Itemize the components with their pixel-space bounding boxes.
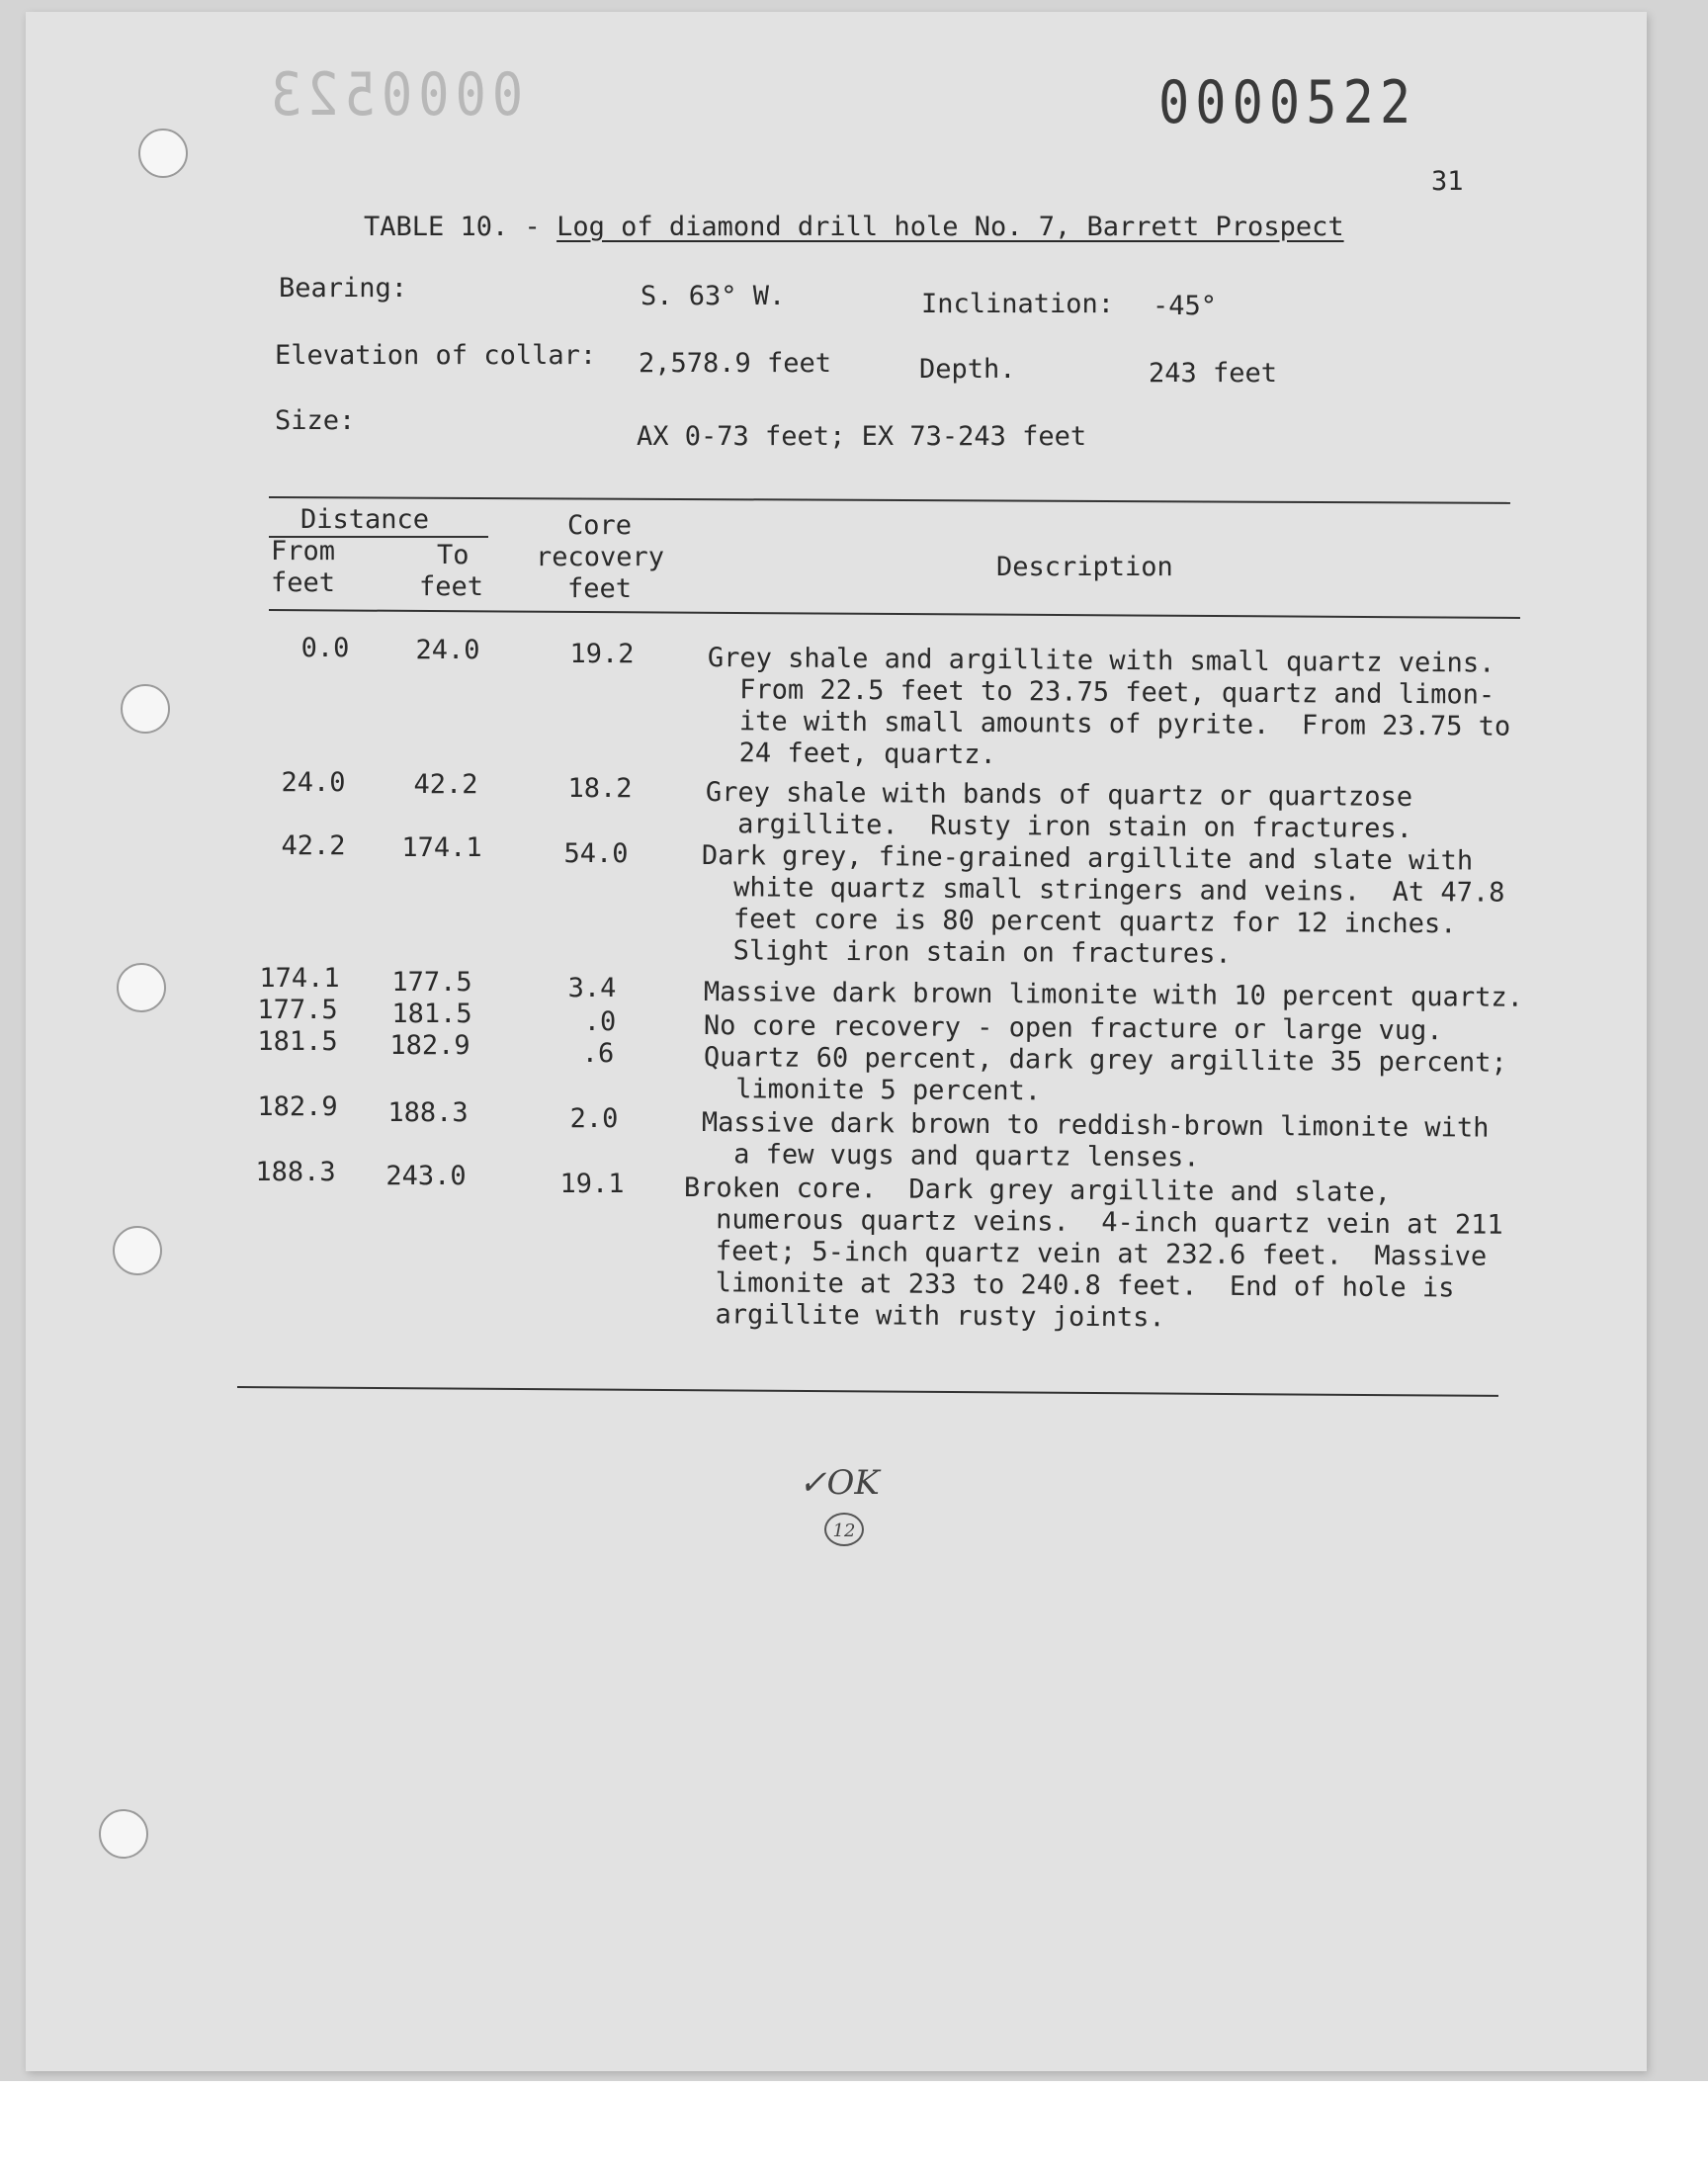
row-core: 3.4 xyxy=(567,973,617,1003)
row-to: 42.2 xyxy=(413,769,478,800)
binder-hole xyxy=(138,129,188,178)
elevation-label: Elevation of collar: xyxy=(275,340,597,371)
column-from: From xyxy=(271,536,336,566)
header-bottom-rule xyxy=(269,609,1520,619)
elevation-value: 2,578.9 feet xyxy=(639,348,832,379)
row-from: 182.9 xyxy=(257,1091,338,1122)
row-description: Massive dark brown to reddish-brown limonite with a few vugs and quartz lenses. xyxy=(701,1107,1490,1174)
row-description: No core recovery - open fracture or large vug. xyxy=(703,1010,1443,1047)
row-from: 188.3 xyxy=(255,1157,336,1187)
column-to: To xyxy=(437,540,470,570)
row-to: 243.0 xyxy=(385,1161,467,1191)
depth-value: 243 feet xyxy=(1149,358,1278,389)
column-core: Core xyxy=(567,510,633,541)
column-from-unit: feet xyxy=(271,567,336,598)
table-title: Log of diamond drill hole No. 7, Barrett Prospect xyxy=(556,212,1344,242)
table-bottom-rule xyxy=(237,1386,1498,1397)
page-number: 31 xyxy=(1431,166,1464,197)
row-core: 54.0 xyxy=(563,838,629,869)
handwritten-check-ok: ✓OK xyxy=(799,1463,880,1503)
bates-stamp: 0000522 xyxy=(1158,69,1417,137)
bates-stamp-bleedthrough: 0000523 xyxy=(265,61,524,130)
binder-hole xyxy=(99,1809,148,1859)
column-to-unit: feet xyxy=(419,571,484,602)
handwritten-circled-number: 12 xyxy=(824,1513,864,1546)
row-from: 42.2 xyxy=(281,830,346,861)
row-to: 24.0 xyxy=(415,635,480,665)
row-from: 24.0 xyxy=(281,767,346,798)
binder-hole xyxy=(113,1226,162,1275)
row-from: 174.1 xyxy=(259,963,340,994)
row-description: Dark grey, fine-grained argillite and slate with white quartz small stringers and veins. At 47.8 feet core is 80 percent quartz for 12 inches. Slight iron stain on fractures. xyxy=(701,840,1505,970)
row-to: 188.3 xyxy=(387,1097,469,1128)
table-top-rule xyxy=(269,496,1510,504)
row-from: 181.5 xyxy=(257,1026,338,1057)
row-description: Massive dark brown limonite with 10 percent quartz. xyxy=(703,977,1524,1013)
column-description: Description xyxy=(996,552,1173,582)
row-core: 2.0 xyxy=(569,1103,619,1134)
bearing-label: Bearing: xyxy=(279,273,408,304)
row-description: Quartz 60 percent, dark grey argillite 35 percent; limonite 5 percent. xyxy=(703,1042,1507,1107)
row-to: 177.5 xyxy=(391,967,472,998)
binder-hole xyxy=(121,684,170,734)
row-description: Grey shale with bands of quartz or quartzose argillite. Rusty iron stain on fractures. xyxy=(705,777,1413,844)
document-page xyxy=(26,12,1647,2071)
row-description: Broken core. Dark grey argillite and slate, numerous quartz veins. 4-inch quartz vein at 211 feet; 5-inch quartz vein at 232.6 feet. Massive limonite at 233 to 240.8 feet. End of hole is argillite with rusty joints. xyxy=(682,1173,1503,1334)
row-core: .0 xyxy=(583,1006,617,1037)
inclination-label: Inclination: xyxy=(921,289,1115,319)
table-heading xyxy=(364,212,1344,243)
row-core: 18.2 xyxy=(567,773,633,804)
row-core: 19.2 xyxy=(569,639,635,669)
row-core: .6 xyxy=(581,1038,615,1069)
size-label: Size: xyxy=(275,405,356,436)
row-to: 182.9 xyxy=(389,1030,470,1061)
bearing-value: S. 63° W. xyxy=(640,281,786,311)
row-to: 174.1 xyxy=(401,832,482,863)
depth-label: Depth. xyxy=(919,354,1016,385)
row-from: 177.5 xyxy=(257,995,338,1025)
inclination-value: -45° xyxy=(1153,291,1218,321)
column-core-recovery: recovery xyxy=(536,542,665,572)
size-value: AX 0-73 feet; EX 73-243 feet xyxy=(637,421,1087,452)
binder-hole xyxy=(117,963,166,1012)
column-distance: Distance xyxy=(300,504,430,535)
table-label: TABLE 10. - xyxy=(364,212,557,242)
row-from: 0.0 xyxy=(300,633,350,663)
row-to: 181.5 xyxy=(391,999,472,1029)
row-description: Grey shale and argillite with small quartz veins. From 22.5 feet to 23.75 feet, quartz and limon- ite with small amounts of pyrite. From 23.75 to 24 feet, quartz. xyxy=(707,643,1511,771)
column-core-unit: feet xyxy=(567,573,633,604)
row-core: 19.1 xyxy=(559,1169,625,1199)
